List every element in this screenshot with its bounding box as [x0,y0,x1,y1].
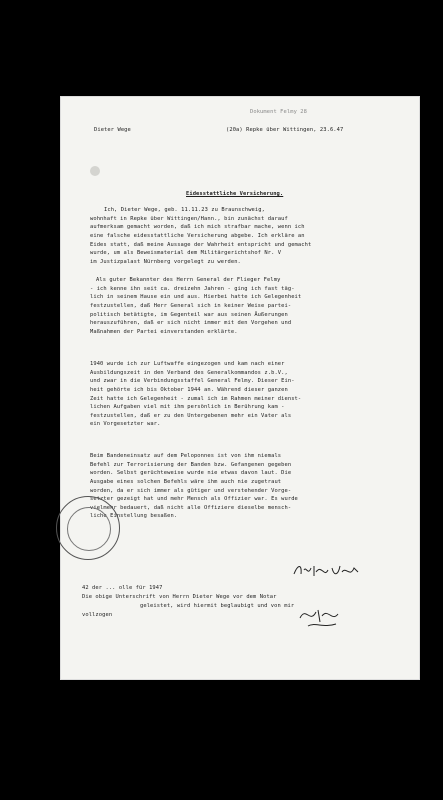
text-line: - ich kenne ihn seit ca. dreizehn Jahren - ging ich fast täg- [90,285,295,292]
text-line: Befehl zur Terrorisierung der Banden bzw. Gefangenen gegeben [90,461,292,468]
text-line: lich in seinem Hause ein und aus. Hierbei hatte ich Gelegenheit [90,294,302,301]
paragraph-1 [90,206,395,266]
text-line: herauszuführen, daß er sich nicht immer mit den Vorgehen und [90,320,292,327]
paragraph-3 [90,360,395,429]
text-line: vielmehr bedauert, daß nicht alle Offiziere dieselbe mensch- [90,504,292,511]
text-line: Beim Bandeneinsatz auf dem Peloponnes ist von ihm niemals [90,453,282,459]
notary-register: 42 der ... olle für 1947 [82,585,163,591]
text-line: heit gehörte ich bis Oktober 1944 an. Während dieser ganzen [90,386,288,393]
text-line: Ausbildungszeit in den Verband des Generalkommandos z.b.V., [90,369,288,376]
text-line: politisch betätigte, im Gegenteil war aus seinen Äußerungen [90,311,288,318]
text-line: Eides statt, daß meine Aussage der Wahrheit entspricht und gemacht [90,241,312,248]
notary-certification-line-2: geleistet, wird hiermit beglaubigt und von mir [140,603,295,609]
notary-stamp [56,496,120,560]
document-title: Eidesstattliche Versicherung. [186,191,284,197]
text-line: und zwar in die Verbindungsstaffel General Felmy. Dieser Ein- [90,378,295,385]
text-line: setzter gezeigt hat und mehr Mensch als Offizier war. Es wurde [90,496,298,503]
notary-signature [296,604,356,630]
text-line: Maßnahmen der Partei einverstanden erklärte. [90,328,238,335]
text-line: festzustellen, daß er zu den Untergebenen mehr ein Vater als [90,412,292,419]
notary-certification-line: Die obige Unterschrift von Herrn Dieter Wege vor dem Notar [82,594,277,600]
document-reference: Dokument Felmy 28 [250,109,308,115]
text-line: eine falsche eidesstattliche Versicherung abgebe. Ich erkläre an [90,232,305,239]
text-line: wohnhaft in Repke über Wittingen/Hann., bin zunächst darauf [90,215,288,222]
handwritten-signature [292,562,362,580]
text-line: festzustellen, daß Herr General sich in keiner Weise partei- [90,302,292,309]
document-page [60,96,420,680]
text-line: Zeit hatte ich Gelegenheit - zumal ich im Rahmen meiner dienst- [90,395,302,402]
text-line: worden. Selbst gerüchteweise wurde nie etwas davon laut. Die [90,470,292,477]
paragraph-2 [90,276,395,336]
text-line: lichen Aufgaben viel mit ihm persönlich in Berührung kam - [90,404,285,411]
text-line: im Justizpalast Nürnberg vorgelegt zu werden. [90,258,241,265]
text-line: ein Vorgesetzter war. [90,421,161,428]
author-name: Dieter Wege [94,127,131,133]
text-line: Als guter Bekannter des Herrn General der Flieger Felmy [96,277,281,283]
place-date: (20a) Repke über Wittingen, 23.6.47 [226,127,344,133]
text-line: wurde, um als Beweismaterial dem Militärgerichtshof Nr. V [90,250,282,257]
text-line: Ausgabe eines solchen Befehls wäre ihm auch nie zugetraut [90,478,282,485]
text-line: liche Einstellung besaßen. [90,513,178,520]
text-line: 1940 wurde ich zur Luftwaffe eingezogen und kam nach einer [90,361,285,367]
notary-certification-line-3: vollzogen [82,612,113,618]
punch-hole [90,166,100,176]
paragraph-4 [90,452,395,521]
text-line: aufmerksam gemacht worden, daß ich mich strafbar mache, wenn ich [90,224,305,231]
text-line: worden, da er sich immer als gütiger und verstehender Vorge- [90,487,292,494]
text-line: Ich, Dieter Wege, geb. 11.11.23 zu Braunschweig, [104,207,265,213]
